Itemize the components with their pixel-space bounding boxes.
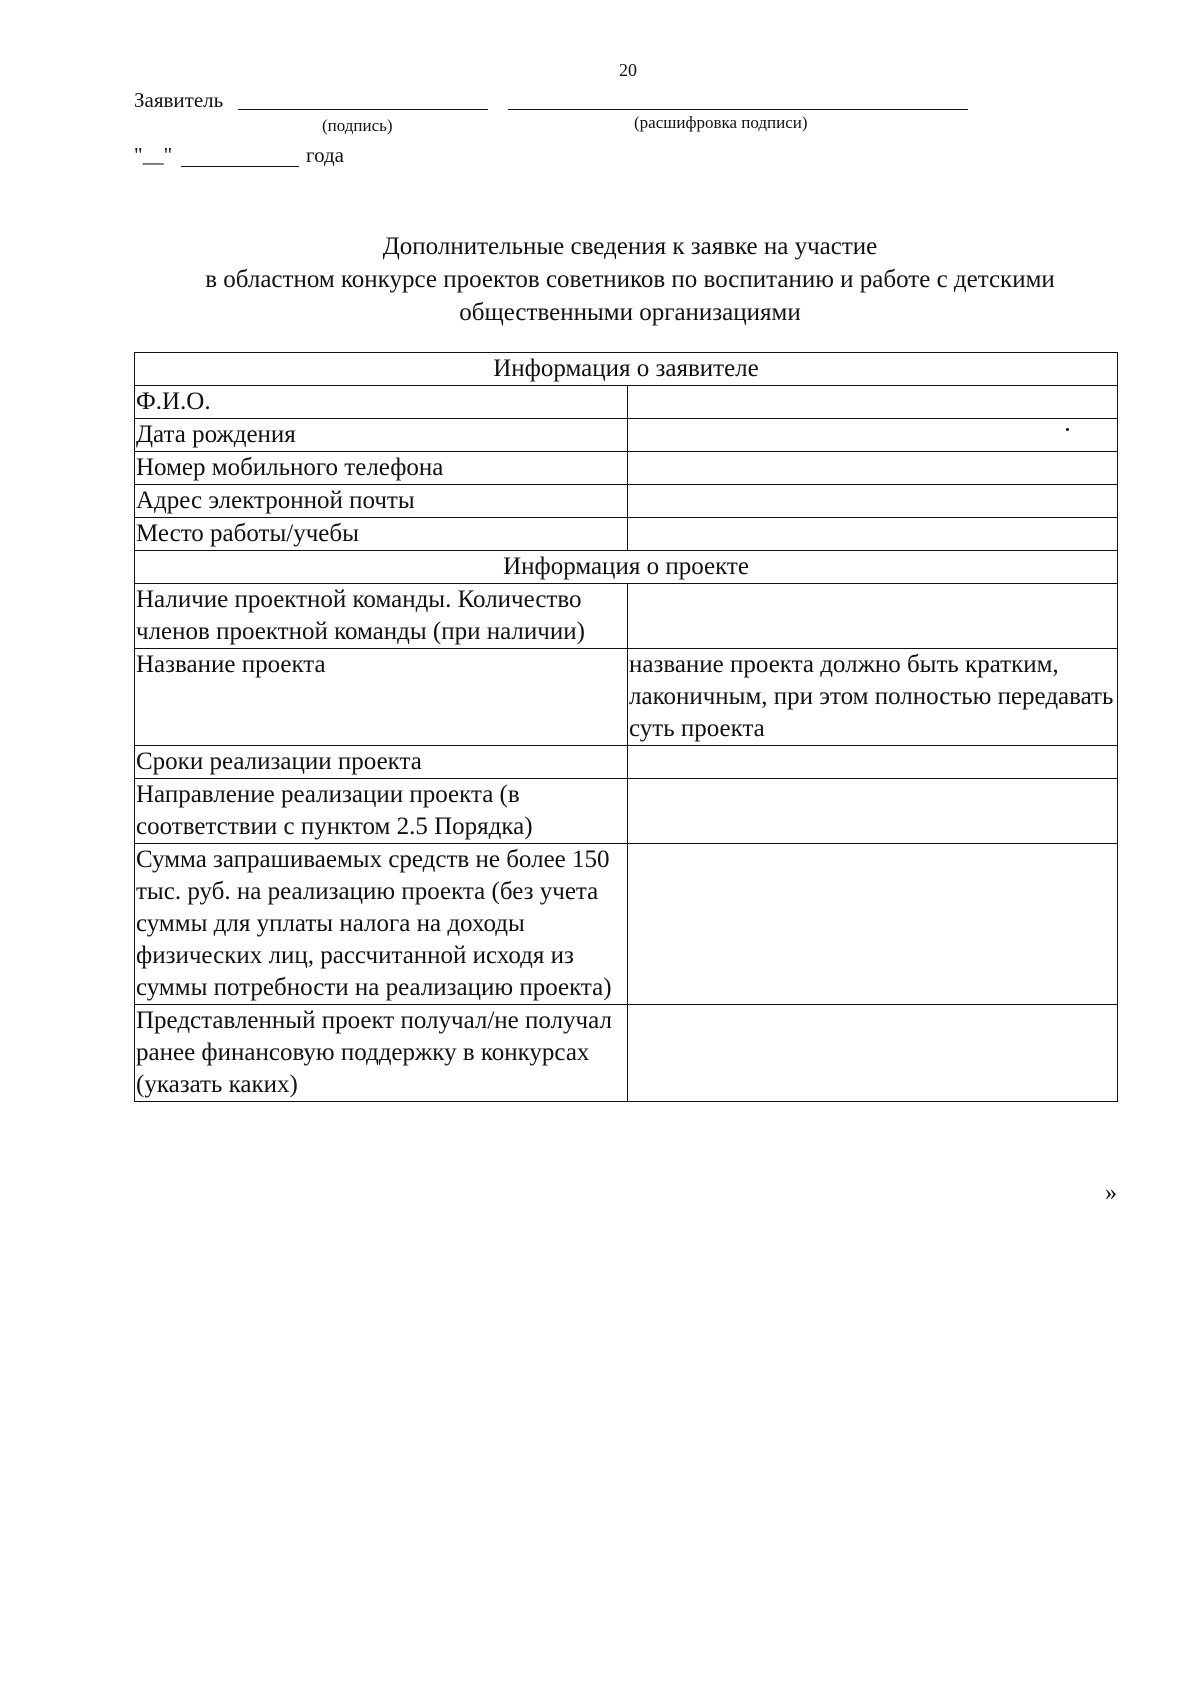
row-value[interactable] (628, 746, 1118, 779)
row-value[interactable] (628, 844, 1118, 1005)
page-number: 20 (619, 60, 637, 80)
table-row (135, 844, 1118, 1005)
table-row (135, 584, 1118, 649)
row-value[interactable] (628, 485, 1118, 518)
row-value[interactable] (628, 419, 1118, 452)
signature-caption: (подпись) (322, 116, 393, 135)
scan-speck (1066, 428, 1069, 431)
signature-line (238, 87, 488, 110)
application-table (134, 352, 1118, 1102)
closing-quote: » (1105, 1180, 1117, 1206)
section-header-row (135, 551, 1118, 584)
date-month-line (181, 145, 299, 167)
row-value[interactable]: название проекта должно быть кратким, лаконичным, при этом полностью передавать суть проекта (628, 649, 1118, 746)
table-row (135, 746, 1118, 779)
form-title (80, 230, 1180, 329)
section-header-row (135, 353, 1118, 386)
section-project: Информация о проекте (135, 551, 1118, 584)
row-label: Ф.И.О. (135, 386, 628, 419)
table-row (135, 419, 1118, 452)
title-line-3: общественными организациями (459, 299, 801, 326)
row-value[interactable] (628, 386, 1118, 419)
row-value[interactable] (628, 779, 1118, 844)
row-label: Сумма запрашиваемых средств не более 150 тыс. руб. на реализацию проекта (без учета суммы для уплаты налога на доходы физических лиц, рассчитанной исходя из суммы потребности на реализацию проекта) (135, 844, 628, 1005)
row-label: Наличие проектной команды. Количество членов проектной команды (при наличии) (135, 584, 628, 649)
row-label: Сроки реализации проекта (135, 746, 628, 779)
table-row (135, 649, 1118, 746)
row-label: Адрес электронной почты (135, 485, 628, 518)
applicant-label: Заявитель (134, 88, 224, 112)
title-line-1: Дополнительные сведения к заявке на участие (382, 233, 878, 260)
row-value[interactable] (628, 1005, 1118, 1102)
table-row (135, 386, 1118, 419)
table-row (135, 518, 1118, 551)
table-row (135, 485, 1118, 518)
year-label: года (306, 143, 344, 167)
row-label: Дата рождения (135, 419, 628, 452)
row-value[interactable] (628, 452, 1118, 485)
row-label: Место работы/учебы (135, 518, 628, 551)
transcript-caption: (расшифровка подписи) (634, 113, 808, 132)
row-value[interactable] (628, 518, 1118, 551)
table-row (135, 1005, 1118, 1102)
section-applicant: Информация о заявителе (135, 353, 1118, 386)
row-label: Представленный проект получал/не получал ранее финансовую поддержку в конкурсах (указать каких) (135, 1005, 628, 1102)
table-row (135, 779, 1118, 844)
row-label: Направление реализации проекта (в соответствии с пунктом 2.5 Порядка) (135, 779, 628, 844)
row-label: Номер мобильного телефона (135, 452, 628, 485)
title-line-2: в областном конкурсе проектов советников по воспитанию и работе с детскими (205, 266, 1055, 293)
row-value[interactable] (628, 584, 1118, 649)
signature-transcript-line (508, 87, 968, 110)
table-row (135, 452, 1118, 485)
date-quotes: "__" (134, 143, 173, 167)
row-label: Название проекта (135, 649, 628, 746)
